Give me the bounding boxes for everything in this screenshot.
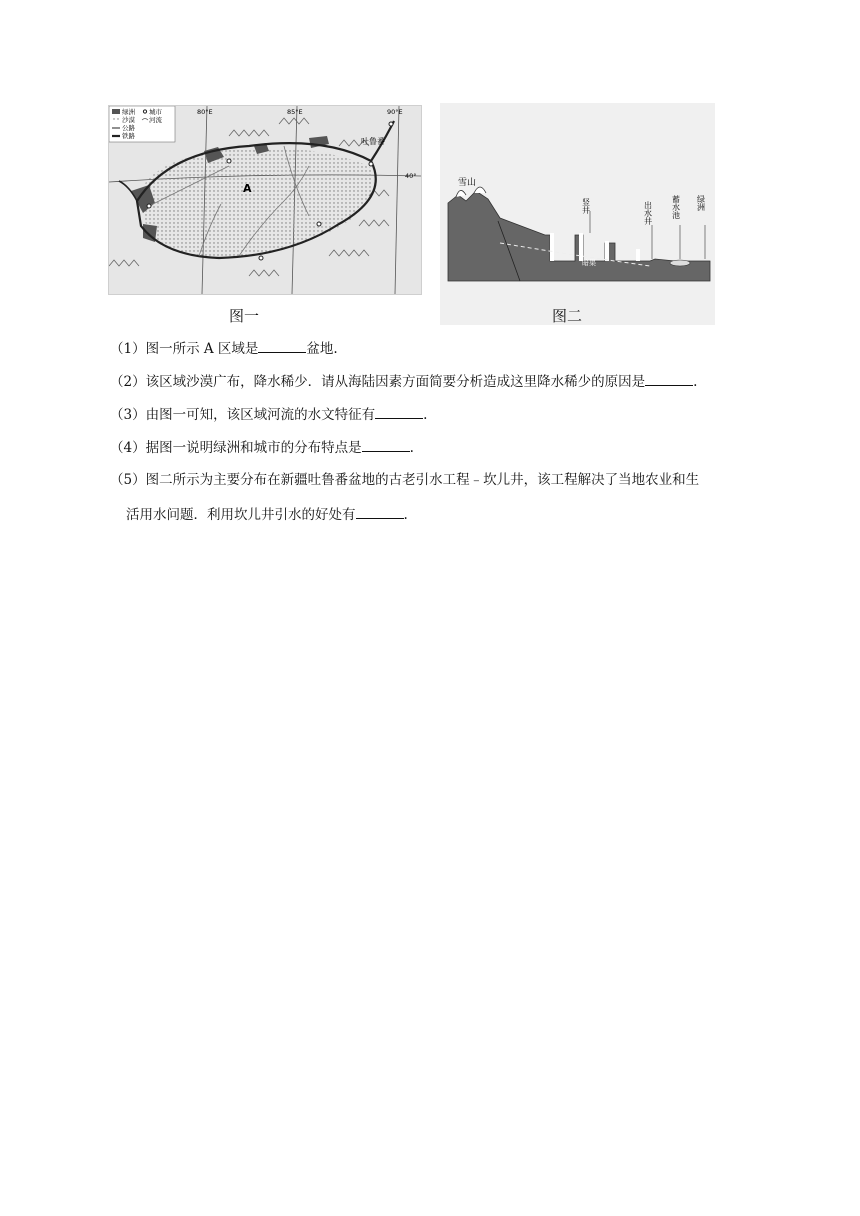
lon-label-90: 90°E <box>387 108 403 116</box>
figure-1-map <box>108 105 422 295</box>
map-drawing <box>109 106 421 294</box>
reservoir-shape <box>670 260 690 266</box>
question-1-text: （1）图一所示 A 区域是 <box>110 341 259 357</box>
question-4-suffix: . <box>409 440 414 456</box>
label-shaft: 竖井 <box>581 198 591 214</box>
lon-label-85: 85°E <box>287 108 303 116</box>
question-1-suffix: 盆地. <box>306 341 338 357</box>
question-5-text: （5）图二所示为主要分布在新疆吐鲁番盆地的古老引水工程﹣坎儿井，该工程解决了当地农业和生 <box>110 472 700 488</box>
question-4 <box>110 437 414 458</box>
question-5-line-2 <box>126 504 408 525</box>
label-reservoir: 蓄水池 <box>671 195 681 219</box>
label-canal: 暗渠 <box>582 259 596 267</box>
lat-label-40: 40° <box>405 172 417 180</box>
legend-desert: 沙漠 <box>122 116 135 124</box>
question-3-blank[interactable] <box>375 404 423 419</box>
question-5-suffix: . <box>403 507 408 523</box>
legend-city: 城市 <box>149 108 162 116</box>
figure-2-karez-diagram <box>440 103 715 325</box>
snow-cap <box>456 190 466 197</box>
question-1 <box>110 338 338 359</box>
question-4-blank[interactable] <box>362 437 410 452</box>
question-3-suffix: . <box>423 407 428 423</box>
legend-highway: 公路 <box>122 124 135 132</box>
question-5-line-1 <box>110 470 699 490</box>
question-4-text: （4）据图一说明绿洲和城市的分布特点是 <box>110 440 362 456</box>
question-1-blank[interactable] <box>258 338 306 353</box>
question-3 <box>110 404 427 425</box>
legend-railway: 铁路 <box>122 132 135 140</box>
legend-oasis: 绿洲 <box>122 108 135 116</box>
desert-area <box>139 148 374 258</box>
legend-river: 河流 <box>149 116 162 124</box>
figure-2-caption: 图二 <box>552 307 583 325</box>
question-2-text: （2）该区域沙漠广布，降水稀少．请从海陆因素方面简要分析造成这里降水稀少的原因是 <box>110 374 646 390</box>
place-label-turpan: 吐鲁番 <box>361 137 385 146</box>
label-outlet: 出水井 <box>643 201 653 225</box>
label-snow-mountain: 雪山 <box>458 178 477 188</box>
question-5-text-cont: 活用水问题．利用坎儿井引水的好处有 <box>126 507 356 523</box>
question-3-text: （3）由图一可知，该区域河流的水文特征有 <box>110 407 376 423</box>
vertical-shafts <box>550 233 640 261</box>
question-2-blank[interactable] <box>645 371 693 386</box>
karez-drawing <box>440 103 715 325</box>
question-2-suffix: . <box>693 374 698 390</box>
question-5-blank[interactable] <box>356 504 404 519</box>
question-2 <box>110 371 697 392</box>
region-label-a: A <box>243 182 252 195</box>
figure-1-caption: 图一 <box>229 307 260 325</box>
lon-label-80: 80°E <box>197 108 213 116</box>
label-oasis: 绿洲 <box>696 195 706 211</box>
